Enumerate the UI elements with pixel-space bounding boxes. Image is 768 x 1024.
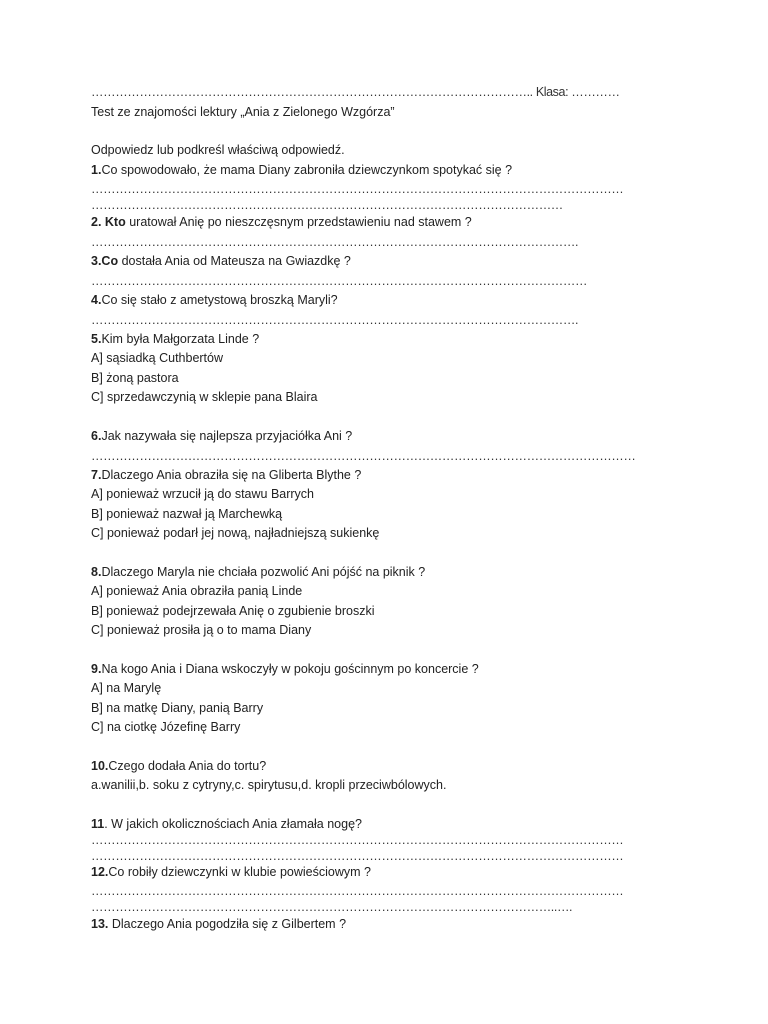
answer-option: C] sprzedawczynią w sklepie pana Blaira xyxy=(91,390,318,404)
question-13 xyxy=(91,915,346,934)
answer-line: …………………………………………………………………………………………………………………… xyxy=(91,182,624,196)
question-number: 13. xyxy=(91,917,109,931)
instruction: Odpowiedz lub podkreśl właściwą odpowiedź. xyxy=(91,143,345,157)
question-number: 12. xyxy=(91,865,109,879)
question-number: 7. xyxy=(91,468,102,482)
answer-choices: a.wanilii,b. soku z cytryny,c. spirytusu,d. kropli przeciwbólowych. xyxy=(91,778,447,792)
question-number: 1. xyxy=(91,163,102,177)
question-text: Co się stało z ametystową broszką Maryli? xyxy=(101,293,338,307)
question-text: dostała Ania od Mateusza na Gwiazdkę ? xyxy=(118,254,351,268)
question-text: uratował Anię po nieszczęsnym przedstawieniu nad stawem ? xyxy=(125,215,472,229)
answer-option: B] na matkę Diany, panią Barry xyxy=(91,701,264,715)
question-4 xyxy=(91,291,338,310)
question-text: . W jakich okolicznościach Ania złamała nogę? xyxy=(104,817,362,831)
answer-line: …………………………………………………………………………………………………………………… xyxy=(91,833,624,847)
question-number: 9. xyxy=(91,662,102,676)
question-number: 11 xyxy=(91,817,105,831)
test-title: Test ze znajomości lektury „Ania z Zielonego Wzgórza” xyxy=(91,105,395,119)
answer-line: …………………………………………………………………………………………………………… xyxy=(91,274,588,288)
answer-option: A] sąsiadką Cuthbertów xyxy=(91,351,224,365)
answer-line: ……………………………………………………………………………………………………………………… xyxy=(91,449,636,463)
question-2 xyxy=(91,213,472,232)
answer-option: C] na ciotkę Józefinę Barry xyxy=(91,720,241,734)
question-10 xyxy=(91,757,266,776)
question-3 xyxy=(91,252,351,271)
question-text: Kim była Małgorzata Linde ? xyxy=(101,332,260,346)
answer-option: A] ponieważ wrzucił ją do stawu Barrych xyxy=(91,487,315,501)
answer-line: …………………………………………………………………………………………………………………… xyxy=(91,884,624,898)
question-6 xyxy=(91,427,352,446)
question-text: Dlaczego Ania obraziła się na Gliberta Blythe ? xyxy=(101,468,362,482)
question-5 xyxy=(91,330,259,349)
question-12 xyxy=(91,863,371,882)
answer-option: A] ponieważ Ania obraziła panią Linde xyxy=(91,584,303,598)
answer-line: …………………………………………………………………………………………………………. xyxy=(91,313,579,327)
question-text: Dlaczego Ania pogodziła się z Gilbertem ? xyxy=(108,917,347,931)
answer-line: ……………………………………………………………………………………………………… xyxy=(91,198,563,212)
answer-option: A] na Marylę xyxy=(91,681,162,695)
question-text: Jak nazywała się najlepsza przyjaciółka Ani ? xyxy=(101,429,353,443)
answer-line: …………………………………………………………………………………………………………. xyxy=(91,235,579,249)
answer-option: C] ponieważ podarł jej nową, najładniejszą sukienkę xyxy=(91,526,380,540)
answer-option: B] ponieważ podejrzewała Anię o zgubienie broszki xyxy=(91,604,375,618)
question-number: 8. xyxy=(91,565,102,579)
question-number: 3.Co xyxy=(91,254,119,268)
question-7 xyxy=(91,466,361,485)
question-number: 2. Kto xyxy=(91,215,126,229)
question-number: 5. xyxy=(91,332,102,346)
answer-line: …………………………………………………………………………………………………………………… xyxy=(91,849,624,863)
question-text: Co spowodowało, że mama Diany zabroniła dziewczynkom spotykać się ? xyxy=(101,163,513,177)
question-9 xyxy=(91,660,479,679)
question-8 xyxy=(91,563,425,582)
name-and-class-line: ……………………………………………………………………………………………….. Klasa: ………… xyxy=(91,85,620,99)
answer-option: B] ponieważ nazwał ją Marchewką xyxy=(91,507,283,521)
question-number: 6. xyxy=(91,429,102,443)
answer-option: C] ponieważ prosiła ją o to mama Diany xyxy=(91,623,312,637)
answer-line: ……………………………………………………………………………………………………..…. xyxy=(91,900,573,914)
question-text: Dlaczego Maryla nie chciała pozwolić Ani pójść na piknik ? xyxy=(101,565,426,579)
question-number: 10. xyxy=(91,759,109,773)
question-text: Na kogo Ania i Diana wskoczyły w pokoju gościnnym po koncercie ? xyxy=(101,662,479,676)
answer-option: B] żoną pastora xyxy=(91,371,179,385)
question-number: 4. xyxy=(91,293,102,307)
question-text: Czego dodała Ania do tortu? xyxy=(108,759,267,773)
question-text: Co robiły dziewczynki w klubie powieściowym ? xyxy=(108,865,371,879)
question-1 xyxy=(91,161,512,180)
